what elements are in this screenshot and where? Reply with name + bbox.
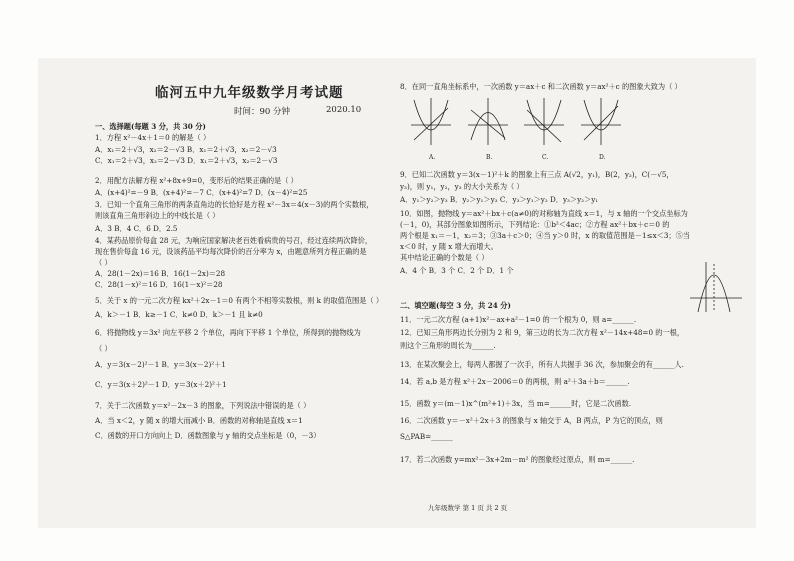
section-choice: 一、选择题(每题 3 分，共 30 分) [95, 122, 206, 131]
exam-paper [38, 58, 756, 528]
q4-options-ab: A．28(1－2x)＝16 B．16(1－2x)＝28 [95, 269, 226, 278]
question-6: 6．将抛物线 y＝3x² 向左平移 2 个单位，再向下平移 1 个单位，所得到的抛物线为 [95, 328, 361, 337]
question-11: 11．一元二次方程 (a+1)x²－ax+a²－1=0 的一个根为 0，则 a=______. [400, 315, 637, 324]
question-12: 12．已知三角形两边长分别为 2 和 9，第三边的长为二次方程 x²－14x+48=0 的一根， [400, 328, 685, 337]
question-13: 13．在某次聚会上，每两人都握了一次手，所有人共握手 36 次，参加聚会的有______人. [400, 360, 684, 369]
question-4-blank: （ ） [95, 258, 112, 267]
exam-date: 2020.10 [326, 105, 362, 115]
q1-options-cd: C．x₁＝2＋√3，x₂＝2－√3 D．x₁＝2＋√3，x₂＝2－√3 [95, 156, 278, 165]
question-1: 1．方程 x²－4x＋1＝0 的解是（ ） [95, 133, 211, 142]
question-10-graph [686, 258, 746, 316]
graph-c [524, 98, 564, 145]
graph-label-d: D. [599, 154, 606, 161]
graph-d [581, 98, 621, 145]
question-2: 2．用配方法解方程 x²+8x+9=0，变形后的结果正确的是（ ） [95, 176, 298, 185]
q9-options: A．y₁＞y₂＞y₃ B．y₂＞y₁＞y₃ C．y₃＞y₁＞y₂ D．y₃＞y₂＞y₁ [400, 195, 599, 204]
question-16-cont: S△PAB=______ [400, 432, 453, 441]
q3-options: A．3 B．4 C．6 D．2.5 [95, 224, 178, 233]
q6-options-ab: A．y＝3(x－2)²－1 B．y＝3(x－2)²＋1 [95, 360, 226, 369]
graph-label-a: A. [429, 154, 436, 161]
question-4: 4．某药品原价每盒 28 元，为响应国家解决老百姓看病贵的号召，经过连续两次降价， [95, 236, 373, 245]
graph-b [468, 98, 508, 145]
question-8: 8．在同一直角坐标系中，一次函数 y＝ax＋c 和二次函数 y＝ax²＋c 的图象大致为（ ） [400, 82, 682, 91]
question-17: 17．若二次函数 y=mx²－3x+2m－m² 的图象经过原点，则 m=______. [400, 455, 635, 464]
page-footer: 九年级数学 第 1 页 共 2 页 [428, 504, 508, 512]
question-10: 10．如图，抛物线 y＝ax²＋bx＋c(a≠0)的对称轴为直线 x＝1，与 x 轴的一个交点坐标为 [400, 209, 688, 218]
question-3: 3．已知一个直角三角形的两条直角边的长恰好是方程 x²－3x＝4(x－3)的两个实数根， [95, 200, 374, 209]
question-10-cont3: x＜0 时，y 随 x 增大而增大。 [400, 242, 498, 251]
question-10-cont2: 两个根是 x₁＝－1，x₂＝3；③3a＋c＞0；④当 y＞0 时，x 的取值范围是－1≤x＜3；⑤当 [400, 231, 690, 240]
question-14: 14．若 a,b 是方程 x²＋2x－2006＝0 的两根，则 a²＋3a＋b＝______. [400, 377, 630, 386]
q6-options-cd: C．y＝3(x＋2)²－1 D．y＝3(x＋2)²＋1 [95, 380, 227, 389]
exam-time: 时间：90 分钟 [234, 107, 291, 117]
question-15: 15．函数 y＝(m－1)x^(m²+1)＋3x，当 m=______时，它是二次函数. [400, 399, 632, 408]
question-5: 5．关于 x 的一元二次方程 kx²＋2x－1＝0 有两个不相等实数根，则 k 的取值范围是（ ） [95, 296, 384, 305]
question-9: 9．已知二次函数 y＝3(x－1)²＋k 的图象上有三点 A(√2，y₁)，B(2，y₂)，C(－√5， [400, 170, 674, 179]
q7-options-ab: A．当 x＜2，y 随 x 的增大而减小 B．函数的对称轴是直线 x＝1 [95, 416, 303, 425]
question-9-cont: y₃)，则 y₁，y₂，y₃ 的大小关系为（ ） [400, 182, 524, 191]
question-7: 7．关于二次函数 y＝x²－2x－3 的图象，下列说法中错误的是（ ） [95, 401, 311, 410]
q1-options-ab: A．x₁＝2＋√3，x₂＝2－√3 B．x₁＝2＋√3，x₂＝2－√3 [95, 145, 277, 154]
exam-title: 临河五中九年级数学月考试题 [155, 85, 344, 101]
section-fill: 二、填空题(每空 3 分，共 24 分) [400, 301, 511, 310]
graph-a [411, 98, 451, 145]
q4-options-cd: C．28(1－x)²＝16 D．16(1－x)²＝28 [95, 280, 223, 289]
question-8-graphs [406, 90, 636, 150]
question-10-cont1: (－1，0)，其部分图象如图所示，下列结论：①b²＜4ac；②方程 ax²＋bx＋c＝0 的 [400, 220, 670, 229]
question-10-cont4: 其中结论正确的个数是（ ） [400, 253, 489, 262]
question-4-cont: 现在售价每盒 16 元，设该药品平均每次降价的百分率为 x，由题意所列方程正确的是 [95, 247, 367, 256]
graph-label-c: C. [542, 154, 549, 161]
question-16: 16．二次函数 y＝－x²＋2x＋3 的图象与 x 轴交于 A，B 两点，P 为它的顶点，则 [400, 416, 663, 425]
question-12-cont: 则这个三角形的周长为______. [400, 341, 496, 350]
graph-label-b: B. [486, 154, 493, 161]
q2-options: A．(x+4)²=－9 B．(x+4)²=－7 C．(x+4)²=7 D．(x－4)²=25 [95, 188, 308, 197]
question-6-blank: （ ） [95, 344, 112, 353]
q7-options-cd: C．函数的开口方向向上 D．函数图象与 y 轴的交点坐标是（0，－3） [95, 431, 321, 440]
q10-options: A．4 个 B．3 个 C．2 个 D．1 个 [400, 266, 514, 275]
question-3-cont: 则该直角三角形斜边上的中线长是（ ） [95, 211, 220, 220]
q5-options: A．k＞－1 B．k≥－1 C．k≠0 D．k＞－1 且 k≠0 [95, 310, 263, 319]
